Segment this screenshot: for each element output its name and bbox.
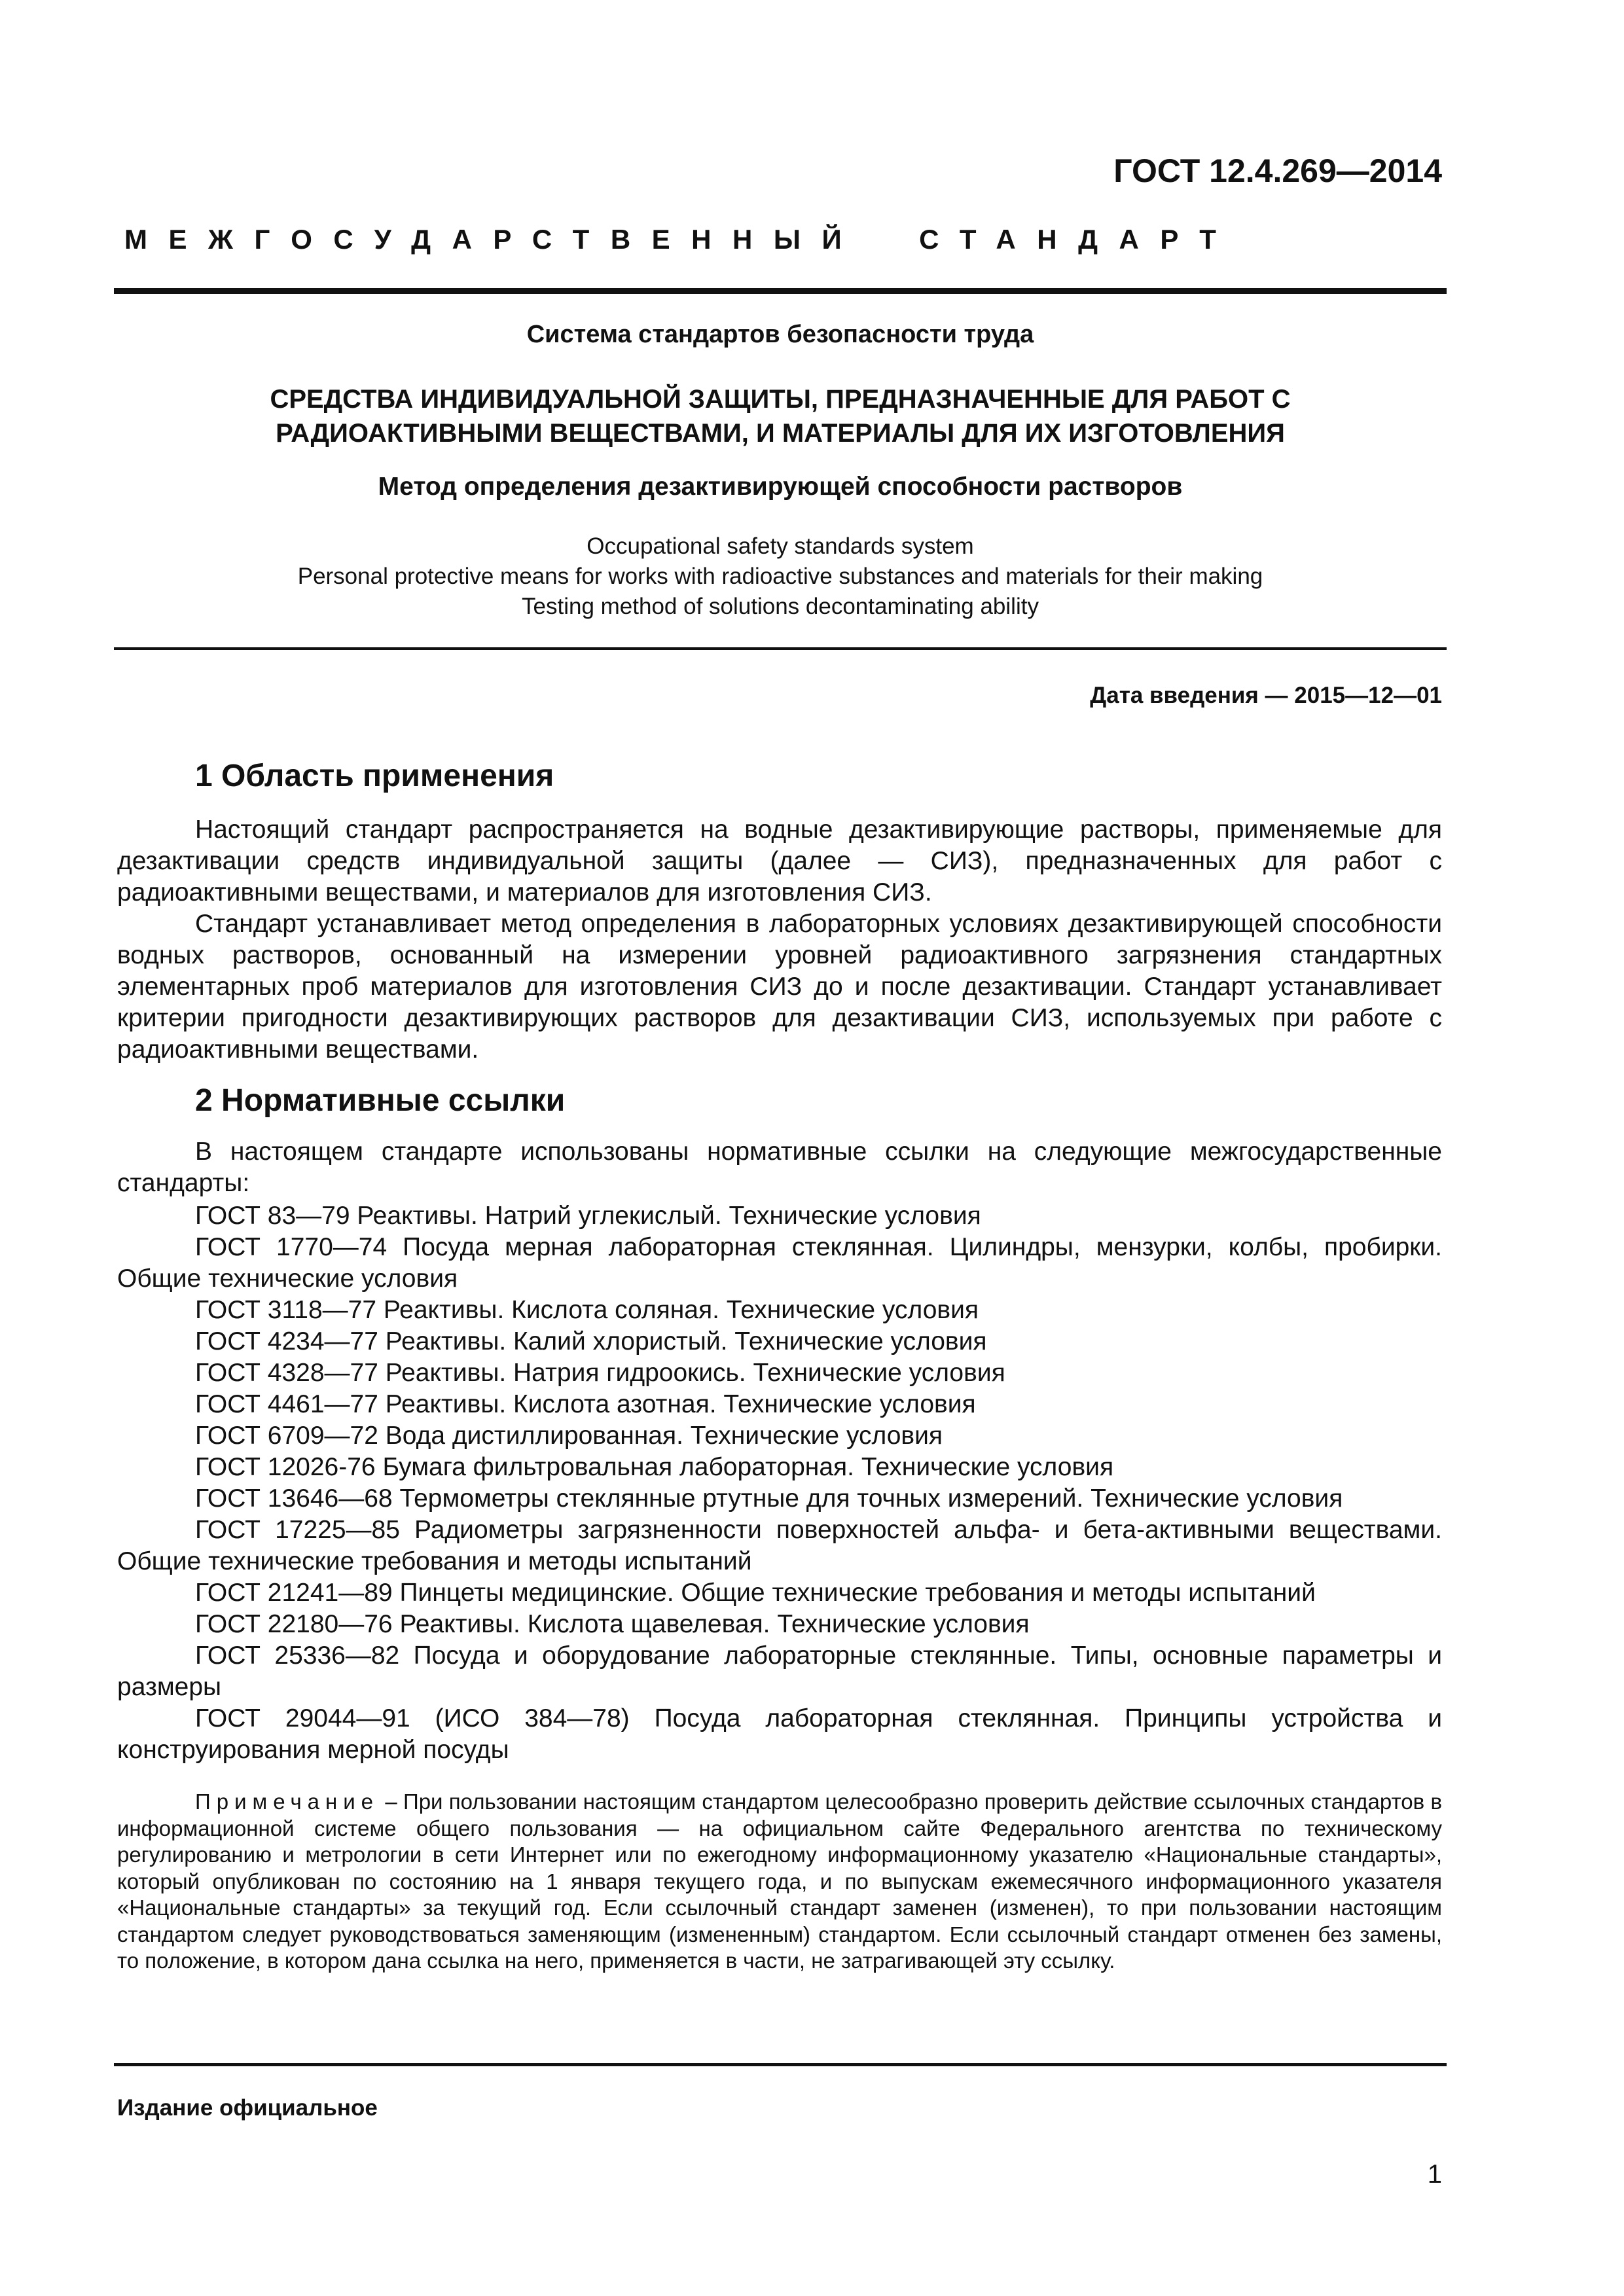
reference-item: ГОСТ 12026-76 Бумага фильтровальная лабораторная. Технические условия xyxy=(195,1453,1114,1481)
section-1-paragraph: Настоящий стандарт распространяется на водные дезактивирующие растворы, применяемые для дезактивации средств индивидуальной защиты (далее — СИЗ), предназначенных для работ с радиоактивными веществами, и материалов для изготовления СИЗ. xyxy=(117,816,1442,906)
standard-type-word2: СТАНДАРТ xyxy=(919,224,1238,255)
reference-item: ГОСТ 25336—82 Посуда и оборудование лабораторные стеклянные. Типы, основные параметры и размеры xyxy=(117,1641,1442,1701)
section-1-heading: 1 Область применения xyxy=(195,759,554,793)
main-title xyxy=(114,382,1447,450)
section-1-paragraph: Стандарт устанавливает метод определения в лабораторных условиях дезактивирующей способности водных растворов, основанный на измерении уровней радиоактивного загрязнения стандартных элементарных проб материалов для изготовления СИЗ до и после дезактивации. Стандарт устанавливает критерии пригодности дезактивирующих растворов для дезактивации СИЗ, используемых при работе с радиоактивными веществами. xyxy=(117,910,1442,1064)
reference-item: ГОСТ 1770—74 Посуда мерная лабораторная стеклянная. Цилиндры, мензурки, колбы, пробирки. Общие технические условия xyxy=(117,1233,1442,1293)
section-2-intro-paragraph: В настоящем стандарте использованы нормативные ссылки на следующие межгосударственные стандарты: xyxy=(117,1138,1442,1197)
reference-item: ГОСТ 29044—91 (ИСО 384—78) Посуда лабораторная стеклянная. Принципы устройства и конструирования мерной посуды xyxy=(117,1704,1442,1764)
standard-type-word1: МЕЖГОСУДАРСТВЕННЫЙ xyxy=(124,224,863,255)
main-title-line2: РАДИОАКТИВНЫМИ ВЕЩЕСТВАМИ, И МАТЕРИАЛЫ ДЛЯ ИХ ИЗГОТОВЛЕНИЯ xyxy=(276,419,1285,448)
normative-references-list xyxy=(117,1200,1442,1766)
english-title-block xyxy=(114,531,1447,622)
edition-label: Издание официальное xyxy=(117,2095,378,2121)
english-title-line1: Occupational safety standards system xyxy=(586,533,974,559)
note-label: Примечание xyxy=(195,1789,380,1814)
reference-item: ГОСТ 6709—72 Вода дистиллированная. Технические условия xyxy=(195,1422,943,1450)
method-subtitle: Метод определения дезактивирующей способности растворов xyxy=(378,473,1183,501)
section-2-intro xyxy=(117,1136,1442,1199)
english-title-line2: Personal protective means for works with radioactive substances and materials for their making xyxy=(297,564,1263,589)
reference-item: ГОСТ 17225—85 Радиометры загрязненности поверхностей альфа- и бета-активными веществами. Общие технические требования и методы испытаний xyxy=(117,1516,1442,1575)
document-code: ГОСТ 12.4.269—2014 xyxy=(1113,152,1442,189)
note-block xyxy=(117,1789,1442,1975)
introduction-date: Дата введения — 2015—12—01 xyxy=(1090,683,1442,708)
reference-item: ГОСТ 83—79 Реактивы. Натрий углекислый. Технические условия xyxy=(195,1202,981,1230)
page-number: 1 xyxy=(1427,2160,1442,2189)
english-title-line3: Testing method of solutions decontaminating ability xyxy=(522,594,1039,619)
header-rule xyxy=(114,288,1447,294)
title-rule xyxy=(114,647,1447,650)
note-text: – При пользовании настоящим стандартом целесообразно проверить действие ссылочных стандартов в информационной системе общего пользования — на официальном сайте Федерального агентства по техническому регулированию и метрологии в сети Интернет или по ежегодному информационному указателю «Национальные стандарты», который опубликован по состоянию на 1 января текущего года, и по выпускам ежемесячного информационного указателя «Национальные стандарты» за текущий год. Если ссылочный стандарт заменен (изменен), то при пользовании настоящим стандартом следует руководствоваться заменяющим (измененным) стандартом. Если ссылочный стандарт отменен без замены, то положение, в котором дана ссылка на него, применяется в части, не затрагивающей эту ссылку. xyxy=(117,1789,1442,1973)
reference-item: ГОСТ 13646—68 Термометры стеклянные ртутные для точных измерений. Технические условия xyxy=(195,1484,1343,1513)
reference-item: ГОСТ 3118—77 Реактивы. Кислота соляная. Технические условия xyxy=(195,1296,979,1324)
reference-item: ГОСТ 4234—77 Реактивы. Калий хлористый. Технические условия xyxy=(195,1327,987,1355)
section-1-body xyxy=(117,814,1442,1066)
standard-type-banner xyxy=(124,224,1237,255)
footer-rule xyxy=(114,2063,1447,2066)
reference-item: ГОСТ 4328—77 Реактивы. Натрия гидроокись. Технические условия xyxy=(195,1359,1005,1387)
reference-item: ГОСТ 22180—76 Реактивы. Кислота щавелевая. Технические условия xyxy=(195,1610,1030,1638)
main-title-line1: СРЕДСТВА ИНДИВИДУАЛЬНОЙ ЗАЩИТЫ, ПРЕДНАЗНАЧЕННЫЕ ДЛЯ РАБОТ С xyxy=(270,385,1291,414)
section-2-heading: 2 Нормативные ссылки xyxy=(195,1083,566,1118)
reference-item: ГОСТ 21241—89 Пинцеты медицинские. Общие технические требования и методы испытаний xyxy=(195,1579,1316,1607)
reference-item: ГОСТ 4461—77 Реактивы. Кислота азотная. Технические условия xyxy=(195,1390,976,1418)
series-title: Система стандартов безопасности труда xyxy=(526,321,1034,348)
